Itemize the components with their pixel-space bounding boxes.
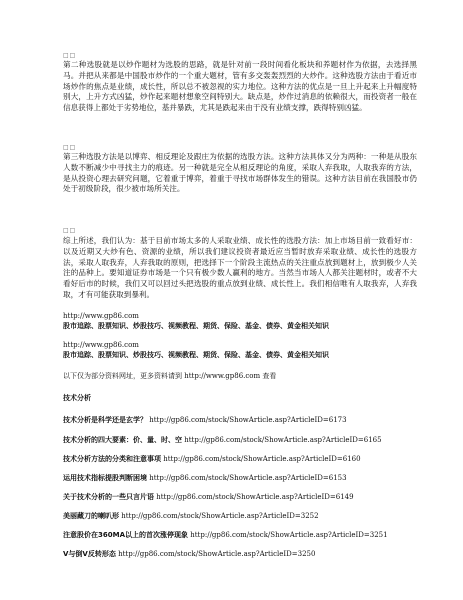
article-title: 技术分析方法的分类和注意事项 — [63, 455, 161, 463]
article-url: http://gp86.com/stock/ShowArticle.asp?ArticleID=6153 — [149, 474, 347, 482]
paragraph-conclusion: 综上所述，我们认为：基于目前市场太多的人采取业绩、成长性的选股方法：加上市场目前一致看好市：以及近期又大炒有色、资源的业绩，所以我们建议投资者最近应当暂时放弃采取业绩、成长性的选股方法，采取人取我弃，人弃我取的原则，把选择下一个阶段主流热点的关注重点放到题材上，放到极少人关注的品种上。要知道证券市场是一个只有极少数人赢利的地方。当然当市场人人都关注题材时，或者不大看好后市的时候，我们又可以回过头把选股的重点放到业绩、成长性上。我们相信唯有人取我弃，人弃我取，才有可能获取到暴利。 — [63, 236, 417, 299]
paragraph-game-theory-selection: 第三种选股方法是以博弈、相反理论及跟庄为依据的选股方法。这种方法具体又分为两种：一种是从股东人数不断减少中寻找主力的痕迹。另一种就是完全从相反理论的角度，采取人弃我取，人取我弃的方法，是从投资心理去研究问题，它着重于博弈，着重于寻找市场群体发生的错误。这种方法目前在我国股市仍处于初级阶段，很少被市场所关注。 — [63, 152, 417, 194]
section-marker: □□ — [63, 52, 77, 59]
article-link[interactable] — [63, 435, 423, 445]
site-tagline: 股市追踪、股票知识、炒股技巧、视频教程、期货、保险、基金、债券、黄金相关知识 — [63, 322, 329, 330]
article-url: http://gp86.com/stock/ShowArticle.asp?ArticleID=6173 — [149, 416, 347, 424]
article-link[interactable] — [63, 511, 423, 521]
article-url: http://gp86.com/stock/ShowArticle.asp?ArticleID=6149 — [156, 493, 354, 501]
article-link[interactable] — [63, 549, 423, 559]
article-link[interactable] — [63, 492, 423, 502]
article-title: 关于技术分析的一些只言片语 — [63, 493, 154, 501]
article-url: http://gp86.com/stock/ShowArticle.asp?ArticleID=6165 — [184, 436, 382, 444]
article-title: 技术分析是科学还是玄学？ — [63, 416, 147, 424]
site-url-link[interactable]: http://www.gp86.com — [63, 312, 139, 320]
reference-note: 以下仅为部分资料网址，更多资料请到 http://www.gp86.com 查看 — [63, 372, 277, 380]
paragraph-theme-selection: 第二种选股就是以炒作题材为选股的思路，就是针对前一段时间看化板块和养题材作为依据，去选择黑马。并把从来都是中国股市炒作的一个重大题材，管有多交轰轰烈烈的大炒作。这种选股方法由于看近市场炒作的焦点是业绩，成长性，所以总不被忽视的实力地位。这种方法的优点是一旦上升起来上升幅度特别大，上升方式凶猛，炒作起来题材想象空间特别大。缺点是，炒作过消息的依赖很大，而投资者一般在信息获得上都处于劣势地位，基并暴跌，尤其是跌起来由于没有业绩支撑，跌得特别凶猛。 — [63, 60, 417, 113]
section-heading: 技术分析 — [63, 394, 91, 402]
article-url: http://gp86.com/stock/ShowArticle.asp?ArticleID=6160 — [163, 455, 361, 463]
site-tagline-2: 股市追踪、股票知识、炒股技巧、视频教程、期货、保险、基金、债券、黄金相关知识 — [63, 351, 329, 359]
section-marker: □□ — [63, 227, 77, 234]
article-title: 美丽藏刀的喇叭形 — [63, 512, 119, 520]
article-url: http://gp86.com/stock/ShowArticle.asp?ArticleID=3251 — [190, 531, 388, 539]
article-link[interactable] — [63, 454, 423, 464]
article-link[interactable] — [63, 415, 423, 425]
article-link[interactable] — [63, 473, 423, 483]
article-title: 技术分析的四大要素：价、量、时、空 — [63, 436, 182, 444]
article-url: http://gp86.com/stock/ShowArticle.asp?ArticleID=3252 — [121, 512, 319, 520]
section-marker: □□ — [63, 144, 77, 151]
article-title: 运用技术指标提股判断困境 — [63, 474, 147, 482]
article-link[interactable] — [63, 530, 423, 540]
site-url-link-2[interactable]: http://www.gp86.com — [63, 341, 139, 349]
article-title: V与倒V反转形态 — [63, 550, 116, 558]
article-title: 注意股价在360MA以上的首次涨停现象 — [63, 531, 188, 539]
article-url: http://gp86.com/stock/ShowArticle.asp?ArticleID=3250 — [118, 550, 316, 558]
